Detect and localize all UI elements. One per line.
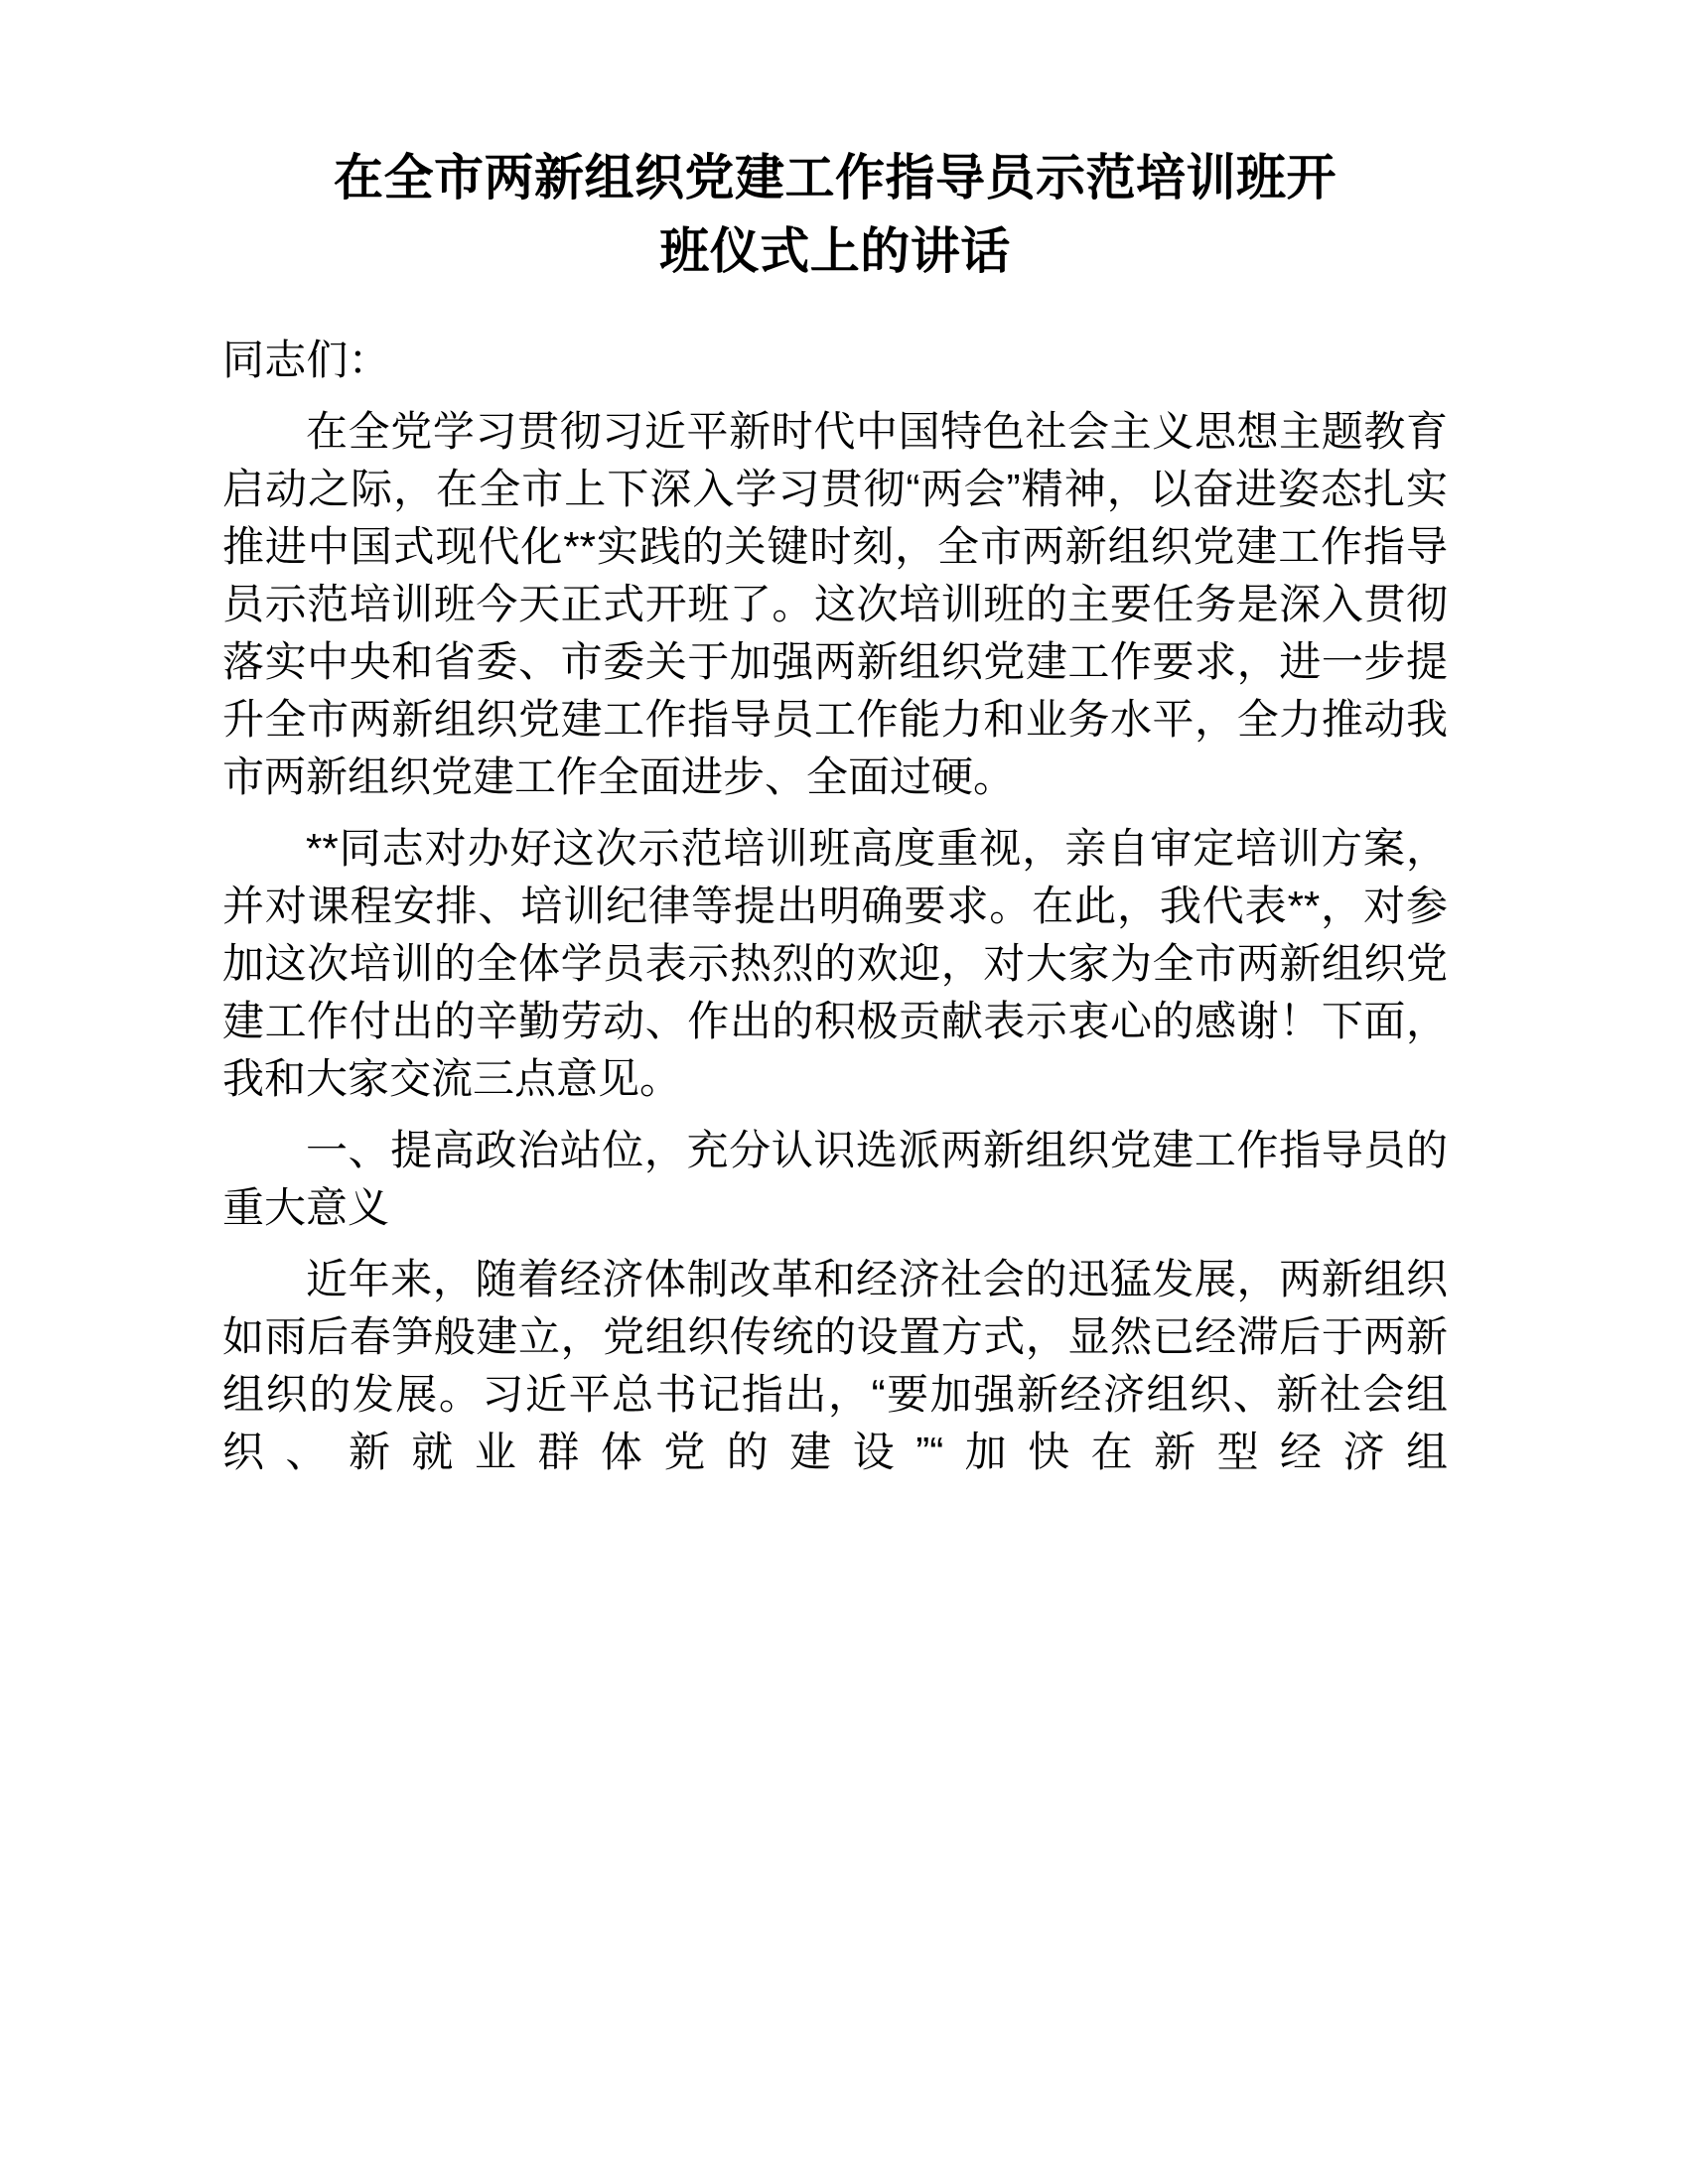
paragraph-opening: 在全党学习贯彻习近平新时代中国特色社会主义思想主题教育启动之际，在全市上下深入学习贯彻“两会”精神，以奋进姿态扎实推进中国式现代化**实践的关键时刻，全市两新组织党建工作指导员示范培训班今天正式开班了。这次培训班的主要任务是深入贯彻落实中央和省委、市委关于加强两新组织党建工作要求，进一步提升全市两新组织党建工作指导员工作能力和业务水平，全力推动我市两新组织党建工作全面进步、全面过硬。 xyxy=(222,408,1448,800)
title-line-1: 在全市两新组织党建工作指导员示范培训班开 xyxy=(334,150,1336,205)
paragraph-welcome: **同志对办好这次示范培训班高度重视，亲自审定培训方案，并对课程安排、培训纪律等提出明确要求。在此，我代表**，对参加这次培训的全体学员表示热烈的欢迎，对大家为全市两新组织党建工作付出的辛勤劳动、作出的积极贡献表示衷心的感谢！下面，我和大家交流三点意见。 xyxy=(222,825,1448,1102)
section-heading-one: 一、提高政治站位，充分认识选派两新组织党建工作指导员的重大意义 xyxy=(222,1127,1448,1231)
page-title xyxy=(222,0,1448,288)
title-line-2: 班仪式上的讲话 xyxy=(659,223,1011,279)
paragraph-background: 近年来，随着经济体制改革和经济社会的迅猛发展，两新组织如雨后春笋般建立，党组织传统的设置方式，显然已经滞后于两新组织的发展。习近平总书记指出，“要加强新经济组织、新社会组织、新就业群体党的建设”“加快在新型经济组 xyxy=(222,1256,1448,1475)
salutation: 同志们： xyxy=(222,337,390,383)
document-body xyxy=(222,0,1448,1481)
